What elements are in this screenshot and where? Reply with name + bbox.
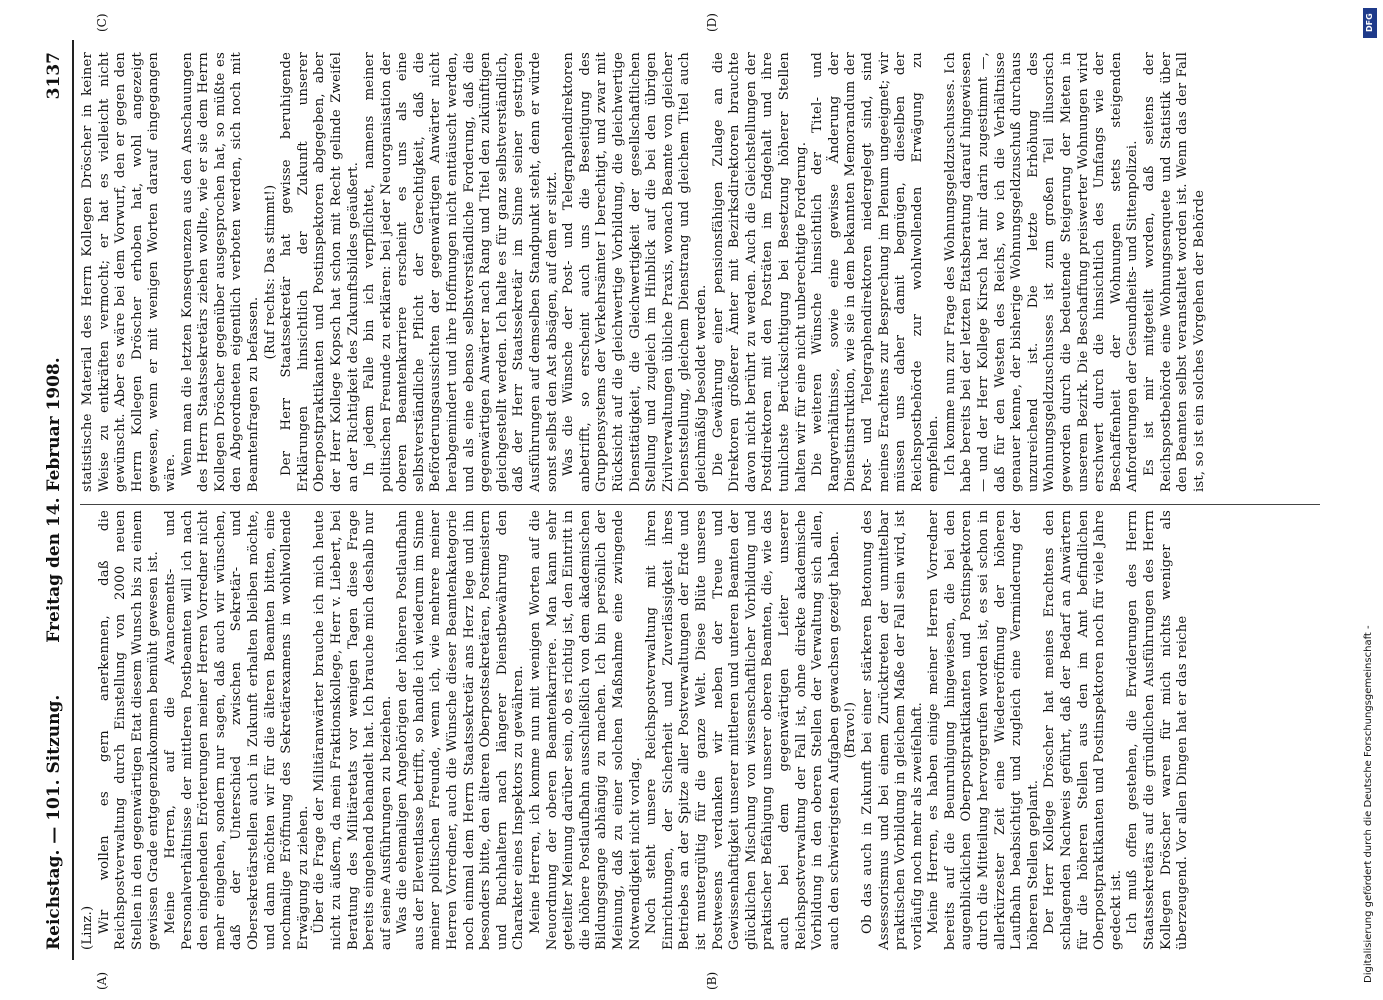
paragraph: Noch steht unsere Reichspostverwaltung mit ihren Einrichtungen, der Sicherheit und Zuverlässigkeit ihres Betriebes an der Spitze aller Postverwaltungen der Erde und ist mustergültig für die ganze Welt. Diese Blüte unseres Postwesens verdanken wir neben der Treue und Gewissenhaftigkeit unserer mittleren und unteren Beamten der glücklichen Mischung von wissenschaftlicher Vorbildung und praktischer Befähigung unserer oberen Beamten, die, wie das auch bei dem gegenwärtigen Leiter unserer Reichspostverwaltung der Fall ist, ohne direkte akademische Vorbildung in den oberen Stellen der Verwaltung sich allen, auch den schwierigsten Aufgaben gewachsen gezeigt haben. [644,510,842,950]
rotated-newspaper-sheet [40,13,1330,990]
paragraph: Meine Herren, auf die Avancements- und Personalverhältnisse der mittleren Postbeamten will ich nach den eingehenden Erörterungen meiner Herren Vorredner nicht mehr eingehen, sondern nur sagen, daß auch wir wünschen, daß der Unterschied zwischen Sekretär- und Obersekretärstellen auch in Zukunft erhalten bleiben möchte, und dann möchten wir für die älteren Beamten bitten, eine nochmalige Eröffnung des Sekretärexamens in wohlwollende Erwägung zu ziehen. [162,510,311,950]
header-left: Reichstag. — 101. Sitzung. [44,694,64,950]
paragraph: Der Herr Kollege Dröscher hat meines Erachtens den schlagenden Nachweis geführt, daß der Bedarf an Anwärtern für die höheren Stellen aus den im Amt befindlichen Oberpostpraktikanten und Postinspektoren noch für viele Jahre gedeckt ist. [1042,510,1124,950]
paragraph: (Linz.) [80,905,95,950]
interjection: (Bravo!) [843,701,859,759]
paragraph: Meine Herren, es haben einige meiner Herren Vorredner bereits auf die Beunruhigung hingewiesen, die bei den augenblicklichen Oberpostpraktikanten und Postinspektoren durch die Mitteilung hervorgerufen worden ist, es sei schon in allerkürzester Zeit eine Wiedereröffnung der höheren Laufbahn beabsichtigt und zugleich eine Verminderung der höheren Stellen geplant. [926,510,1041,950]
paragraph: Meine Herren, ich komme nun mit wenigen Worten auf die Neuordnung der oberen Beamtenkarriere. Man kann sehr geteilter Meinung darüber sein, ob es richtig ist, den Eintritt in die höhere Postlaufbahn ausschließlich von dem akademischen Bildungsgange abhängig zu machen. Ich bin persönlich der Meinung, daß zu einer solchen Maßnahme eine zwingende Notwendigkeit nicht vorlag. [528,510,643,950]
margin-mark-d: (D) [705,13,719,32]
margin-mark-c: (C) [95,13,109,32]
page-header [40,40,74,960]
header-date: Freitag den 14. Februar 1908. [44,357,64,643]
paragraph: Die Gewährung einer pensionsfähigen Zulage an die Direktoren größerer Ämter mit Bezirksdirektoren brauchte davon nicht berührt zu werden. Auch die Gleichstellungen der Postdirektoren mit den Posträten im Endgehalt und ihre tunlichste Berücksichtigung bei Besetzung höherer Stellen halten wir für eine nicht unberechtigte Forderung. [710,52,809,492]
page-number: 3137 [44,52,64,100]
margin-mark-a: (A) [95,971,109,990]
paragraph: Ich muß offen gestehen, die Erwiderungen des Herrn Staatssekretärs auf die gründlichen Ausführungen des Herrn Kollegen Dröscher waren für mich nichts weniger als überzeugend. Vor allen Dingen hat er das reiche [1125,510,1191,950]
header-rule [72,40,74,960]
column-left [80,510,1192,950]
paragraph: Was die Wünsche der Post- und Telegraphendirektoren anbetrifft, so erscheint auch uns die Beseitigung des Gruppensystems der Verkehrsämter I berechtigt, und zwar mit Rücksicht auf die gleichwertige Vorbildung, die gleichwertige Diensttätigkeit, die Gleichwertigkeit der gesellschaftlichen Stellung und zugleich im Hinblick auf die bei den übrigen Zivilverwaltungen übliche Praxis, wonach Beamte von gleicher Dienststellung, gleichem Dienstrang und gleichem Titel auch gleichmäßig besoldet werden. [561,52,709,492]
paragraph: statistische Material des Herrn Kollegen Dröscher in keiner Weise zu entkräften vermocht; er hat es vielleicht nicht gewünscht. Aber es wäre bei dem Vorwurf, den er gegen den Herrn Kollegen Dröscher erhoben hat, wohl angezeigt gewesen, wenn er mit wenigen Worten darauf eingegangen wäre. [80,52,178,492]
paragraph: Wenn man die letzten Konsequenzen aus den Anschauungen des Herrn Staatssekretärs ziehen wollte, wie er sie dem Herrn Kollegen Dröscher gegenüber ausgesprochen hat, so müßte es den Abgeordneten eigentlich verboten werden, sich noch mit Beamtenfragen zu befassen. [179,52,261,492]
interjection: (Ruf rechts: Das stimmt!) [262,184,278,360]
paragraph: Es ist mir mitgeteilt worden, daß seitens der Reichspostbehörde eine Wohnungsenquete und Statistik über den Beamten selbst veranstaltet worden ist. Wenn das der Fall ist, so ist ein solches Vorgehen der Behörde [1142,52,1207,492]
paragraph: In jedem Falle bin ich verpflichtet, namens meiner politischen Freunde zu erklären: bei jeder Neuorganisation der oberen Beamtenkarriere erscheint es uns als eine selbstverständliche Pflicht der Gerechtigkeit, daß die Beförderungsaussichten der gegenwärtigen Anwärter nicht herabgemindert und ihre Hoffnungen nicht enttäuscht werden, und als eine ebenso selbstverständliche Forderung, daß die gegenwärtigen Anwärter nach Rang und Titel den zukünftigen gleichgestellt werden. Ich halte es für ganz selbstverständlich, daß der Herr Staatssekretär im Sinne seiner gestrigen Ausführungen auf demselben Standpunkt steht, denn er würde sonst selbst den Ast absägen, auf dem er sitzt. [362,52,560,492]
paragraph: Ob das auch in Zukunft bei einer stärkeren Betonung des Assessorismus und bei einem Zurücktreten der unmittelbar praktischen Vorbildung in gleichem Maße der Fall sein wird, ist vorläufig noch mehr als zweifelhaft. [859,510,925,950]
dfg-credit-text: Digitalisierung gefördert durch die Deutsche Forschungsgemeinschaft - [1363,625,1374,983]
column-divider [80,504,1320,505]
paragraph: Über die Frage der Militäranwärter brauche ich mich heute nicht zu äußern, da mein Fraktionskollege, Herr v. Liebert, bei Beratung des Militäretats vor wenigen Tagen diese Frage bereits eingehend behandelt hat. Ich brauche mich deshalb nur auf seine Ausführungen zu beziehen. [312,510,394,950]
margin-mark-b: (B) [705,971,719,990]
paragraph: Wir wollen es gern anerkennen, daß die Reichspostverwaltung durch Einstellung von 2000 neuen Stellen in den gegenwärtigen Etat diesem Wunsch bis zu einem gewissen Grade entgegenzukommen bemüht gewesen ist. [96,510,162,950]
paragraph: Ich komme nun zur Frage des Wohnungsgeldzuschusses. Ich habe bereits bei der letzten Etatsberatung darauf hingewiesen — und der Herr Kollege Kirsch hat mir darin zugestimmt —, daß für den Westen des Reichs, wo ich die Verhältnisse genauer kenne, der bisherige Wohnungsgeldzuschuß durchaus unzureichend ist. Die letzte Erhöhung des Wohnungsgeldzuschusses ist zum großen Teil illusorisch geworden durch die bedeutende Steigerung der Mieten in unserem Bezirk. Die Beschaffung preiswerter Wohnungen wird erschwert durch die hinsichtlich des Umfangs wie der Beschaffenheit der Wohnungen stets steigenden Anforderungen der Gesundheits- und Sittenpolizei. [942,52,1141,492]
dfg-credit [1363,8,1377,993]
paragraph: Was die ehemaligen Angehörigen der höheren Postlaufbahn aus der Eleventlasse betrifft, so handle ich wiederum im Sinne meiner politischen Freunde, wenn ich, wie mehrere meiner Herren Vorredner, auch die Wünsche dieser Beamtenkategorie noch einmal dem Herrn Staatssekretär ans Herz lege und ihn besonders bitte, den älteren Oberpostsekretären, Postmeistern und Buchhaltern nach längerer Dienstbewährung den Charakter eines Inspektors zu gewähren. [395,510,527,950]
column-right [80,52,1208,492]
paragraph: Die weiteren Wünsche hinsichtlich der Titel- und Rangverhältnisse, sowie eine gewisse Änderung der Dienstinstruktion, wie sie in dem bekannten Memorandum der Post- und Telegraphendirektoren niedergelegt sind, sind meines Erachtens zur Besprechung im Plenum ungeeignet; wir müssen uns daher damit begnügen, dieselben der Reichspostbehörde zur wohlwollenden Erwägung zu empfehlen. [810,52,942,492]
dfg-logo: DFG [1363,8,1377,38]
paragraph: Der Herr Staatssekretär hat gewisse beruhigende Erklärungen hinsichtlich der Zukunft unserer Oberpostpraktikanten und Postinspektoren abgegeben, aber der Herr Kollege Kopsch hat schon mit Recht gelinde Zweifel an der Richtigkeit des Zukunftsbildes geäußert. [279,52,361,492]
